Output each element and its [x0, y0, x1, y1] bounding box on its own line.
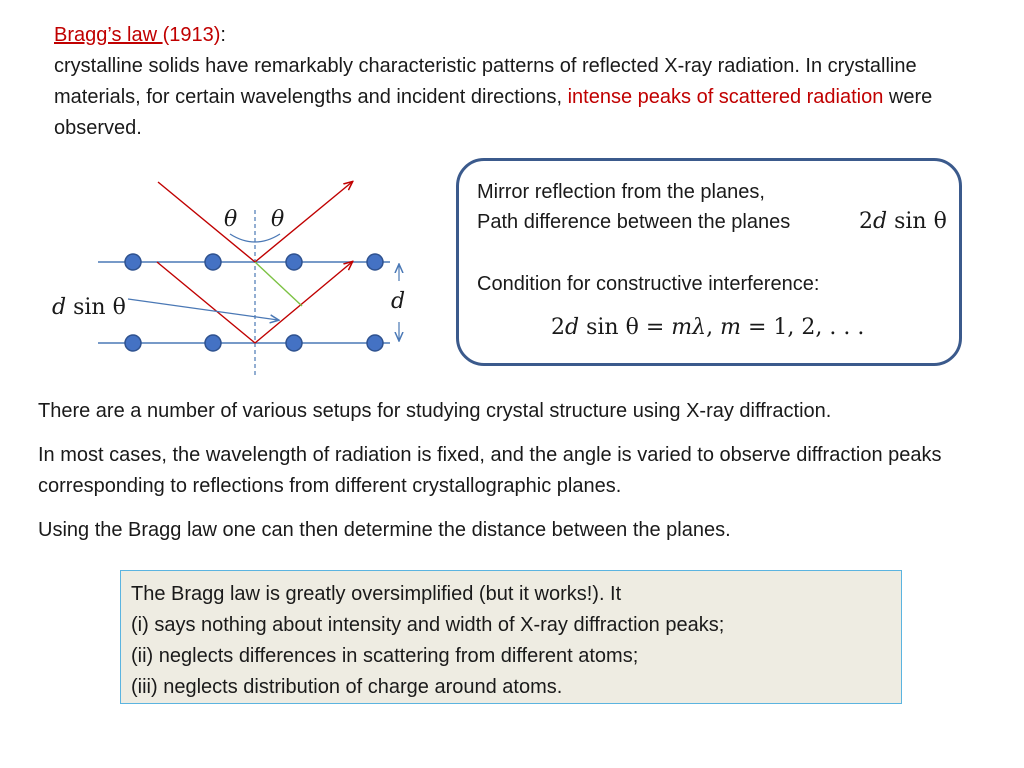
atom — [286, 335, 302, 351]
intro-end: were observed. — [54, 86, 933, 139]
mirror-line1: Mirror reflection from the planes, — [477, 181, 765, 203]
note-line-1: The Bragg law is greatly oversimplified (but it works!). It — [131, 583, 622, 605]
atom — [205, 335, 221, 351]
note-line-2: (i) says nothing about intensity and width of X-ray diffraction peaks; — [131, 614, 725, 636]
bragg-diagram — [40, 168, 440, 382]
atom — [367, 335, 383, 351]
atom — [367, 254, 383, 270]
body-text — [38, 396, 998, 559]
atom — [286, 254, 302, 270]
theta-right-label: θ — [271, 207, 285, 232]
ray-incident-top — [158, 182, 255, 262]
note-line-4: (iii) neglects distribution of charge around atoms. — [131, 676, 563, 698]
title-colon: : — [220, 24, 226, 46]
dsin-theta-label: d sin θ — [52, 295, 126, 320]
intro-text: crystalline solids have remarkably characteristic patterns of reflected X-ray radiation. In crystalline materials, for certain wavelengths and incident directions, — [54, 55, 917, 108]
intro-highlight: intense peaks of scattered radiation — [567, 86, 884, 108]
atom — [205, 254, 221, 270]
bragg-law-title: Bragg’s law — [54, 24, 163, 46]
note-line-3: (ii) neglects differences in scattering from different atoms; — [131, 645, 639, 667]
bragg-condition-formula: 2d sin θ = mλ, m = 1, 2, . . . — [551, 315, 865, 340]
bragg-law-year: (1913) — [162, 24, 221, 46]
body-paragraph-3: Using the Bragg law one can then determine the distance between the planes. — [38, 519, 731, 541]
ray-incident-bottom — [157, 262, 255, 343]
body-paragraph-1: There are a number of various setups for studying crystal structure using X-ray diffraction. — [38, 400, 832, 422]
path-difference-formula: 2d sin θ — [859, 209, 947, 234]
mirror-reflection-box — [456, 158, 962, 366]
d-spacing-label: d — [391, 289, 406, 314]
path-difference-line: Path difference between the planes — [477, 211, 791, 233]
body-paragraph-2: In most cases, the wavelength of radiation is fixed, and the angle is varied to observe diffraction peaks corresponding to reflections from different crystallographic planes. — [38, 444, 942, 497]
constructive-condition-line: Condition for constructive interference: — [477, 273, 820, 295]
intro-paragraph — [54, 20, 984, 144]
ray-reflected-top — [255, 182, 352, 262]
limitations-note-box — [120, 570, 902, 704]
theta-left-label: θ — [224, 207, 238, 232]
atom — [125, 335, 141, 351]
atom — [125, 254, 141, 270]
ray-reflected-bottom — [255, 262, 352, 343]
